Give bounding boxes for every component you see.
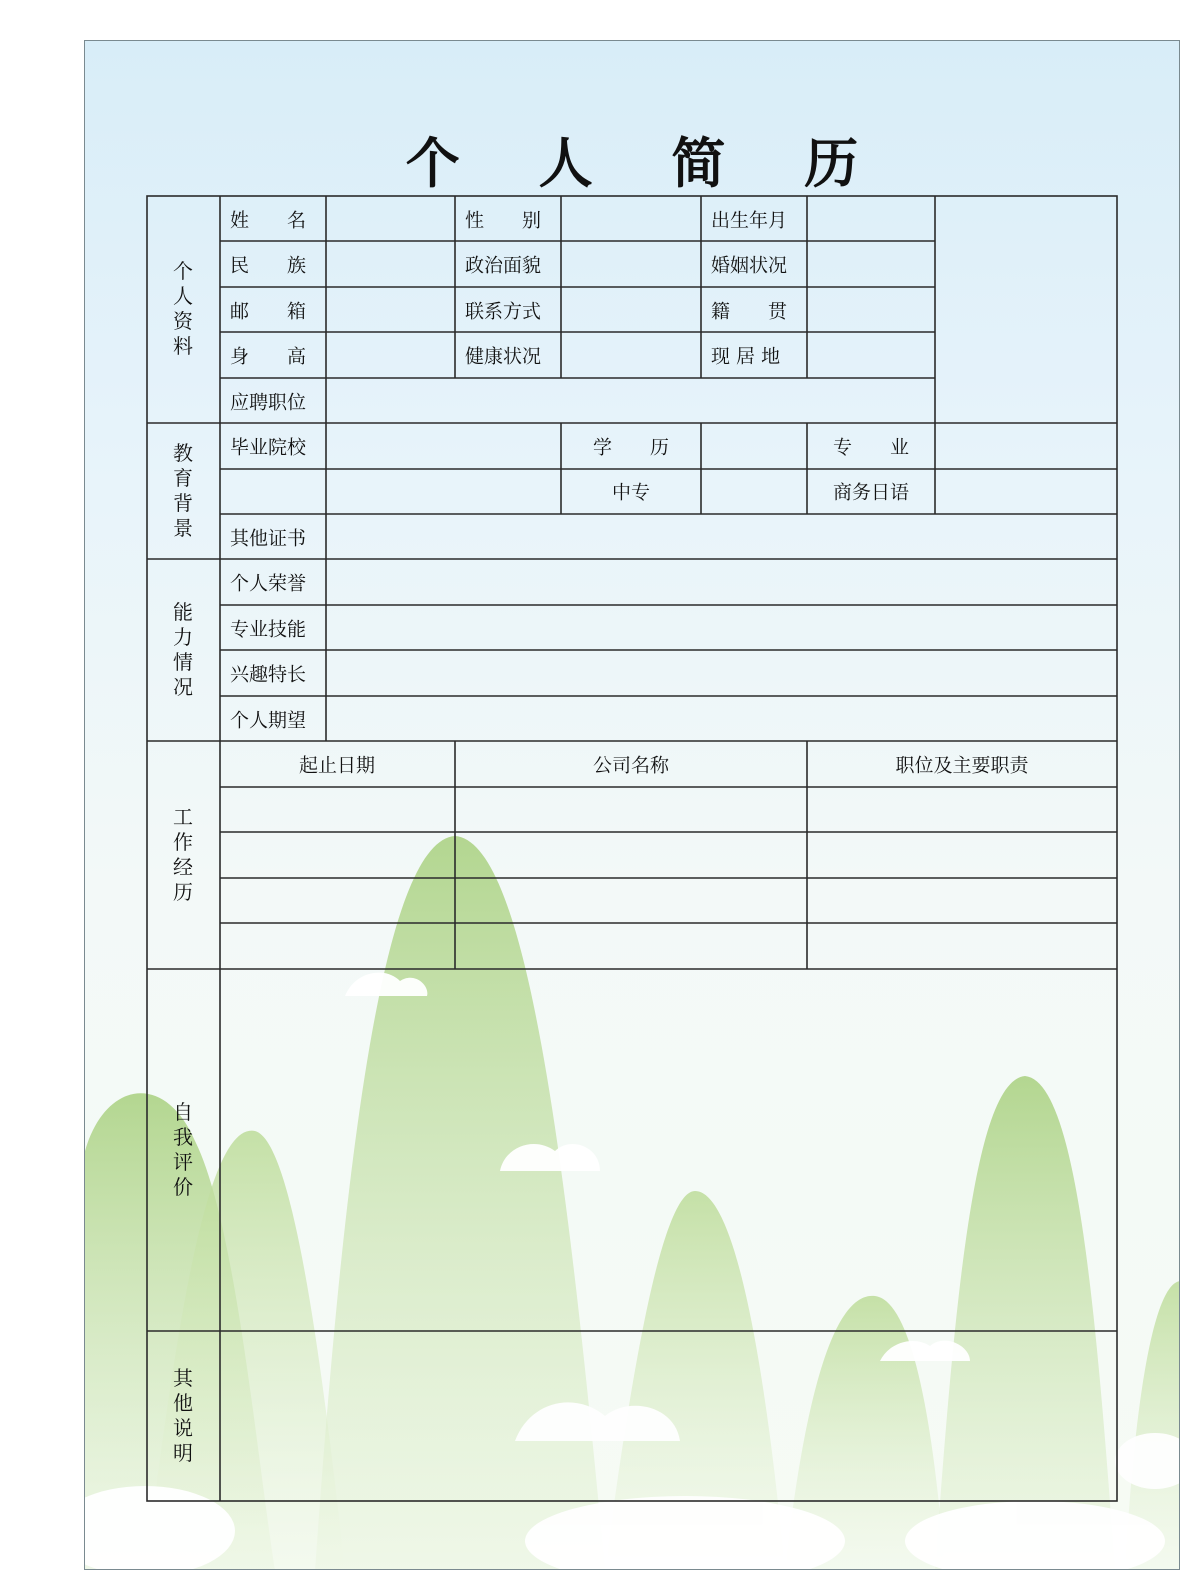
label-native-place: 籍 贯: [711, 300, 788, 323]
label-degree: 学 历: [592, 436, 670, 459]
label-height: 身 高: [230, 345, 307, 368]
section-ability: 能力情况: [173, 600, 193, 699]
section-self-eval: 自我评价: [173, 1100, 193, 1199]
label-expectation: 个人期望: [230, 709, 307, 732]
label-name: 姓 名: [230, 209, 307, 232]
label-gender: 性 别: [465, 209, 542, 232]
label-major: 专 业: [832, 436, 910, 459]
label-skills: 专业技能: [230, 618, 307, 641]
label-school: 毕业院校: [230, 436, 307, 459]
value-degree: 中专: [611, 481, 651, 504]
label-marital: 婚姻状况: [711, 254, 788, 277]
resume-sheet: [84, 40, 1180, 1570]
section-other: 其他说明: [173, 1366, 193, 1465]
label-position: 应聘职位: [230, 391, 307, 414]
label-residence: 现 居 地: [711, 345, 781, 368]
section-education: 教育背景: [173, 441, 193, 540]
label-honors: 个人荣誉: [230, 572, 307, 595]
label-ethnicity: 民 族: [230, 254, 307, 277]
header-company: 公司名称: [592, 754, 670, 777]
label-email: 邮 箱: [230, 300, 307, 323]
label-interests: 兴趣特长: [230, 663, 307, 686]
label-certificates: 其他证书: [230, 527, 307, 550]
value-major: 商务日语: [832, 481, 910, 504]
label-contact: 联系方式: [465, 300, 542, 323]
section-personal: 个人资料: [173, 259, 193, 358]
section-work: 工作经历: [173, 805, 193, 904]
label-health: 健康状况: [465, 345, 542, 368]
label-birth: 出生年月: [711, 209, 788, 232]
label-political: 政治面貌: [465, 254, 542, 277]
header-duties: 职位及主要职责: [895, 754, 1029, 777]
header-period: 起止日期: [298, 754, 376, 777]
page-title: 个 人 简 历: [405, 131, 889, 195]
